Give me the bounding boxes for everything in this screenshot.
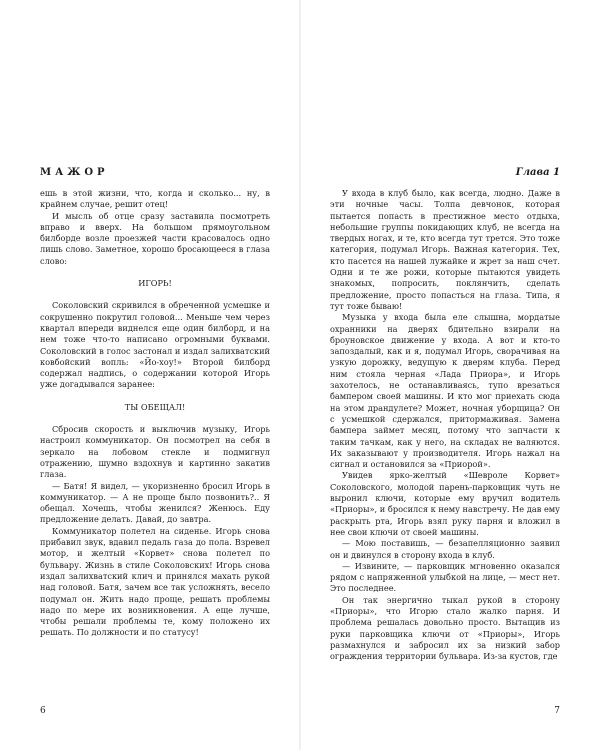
- billboard-word: ИГОРЬ!: [138, 278, 172, 289]
- paragraph: Сбросив скорость и выключив музыку, Игорь настроил коммуникатор. Он посмотрел на себя в зеркало на лобовом стекле и подмигнул отражению, шумно вздохнув и картинно закатив глаза.: [40, 424, 270, 480]
- paragraph: ешь в этой жизни, что, когда и сколько... ну, в крайнем случае, решит отец!: [40, 188, 270, 210]
- paragraph: Коммуникатор полетел на сиденье. Игорь снова прибавил звук, вдавил педаль газа до пола. Взревел мотор, и желтый «Корвет» снова полетел по бульвару. Жизнь в стиле Соколовских! Игорь снова издал залихватский клич и принялся махать рукой над головой. Батя, зачем все так усложнять, весело подумал он. Жить надо проще, решать проблемы надо по мере их возникновения. А еще лучше, чтобы решали проблемы те, кому положено их решать. По должности и по статусу!: [40, 525, 270, 638]
- billboard-word: ТЫ ОБЕЩАЛ!: [124, 401, 186, 412]
- running-header-book-title: МАЖОР: [40, 167, 109, 178]
- page-number: 6: [40, 706, 46, 716]
- paragraph: Он так энергично тыкал рукой в сторону «Приоры», что Игорю стало жалко парня. И проблема решалась довольно просто. Вытащив из руки парковщика ключи от «Приоры», Игорь размахнулся и забросил их за низкий забор ограждения территории бульвара. Из-за кустов, где: [330, 594, 560, 662]
- text-column: [330, 188, 560, 662]
- paragraph: — Мою поставишь, — безапелляционно заявил он и двинулся в сторону входа в клуб.: [330, 538, 560, 560]
- paragraph: И мысль об отце сразу заставила посмотреть вправо и вверх. На большом прямоугольном билборде возле проезжей части красовалось одно лишь слово. Заметное, хорошо бросающееся в глаза слово:: [40, 210, 270, 266]
- text-column: [40, 188, 270, 639]
- running-header-chapter: Глава 1: [515, 167, 560, 178]
- page-number: 7: [554, 706, 560, 716]
- paragraph: — Батя! Я видел, — укоризненно бросил Игорь в коммуникатор. — А не проще было позвонить?.. Я обещал. Хочешь, чтобы женился? Женюсь. Еду предложение делать. Давай, до завтра.: [40, 480, 270, 525]
- paragraph: — Извините, — парковщик мгновенно оказался рядом с напряженной улыбкой на лице, — мест нет. Это последнее.: [330, 560, 560, 594]
- paragraph: У входа в клуб было, как всегда, людно. Даже в эти ночные часы. Толпа девчонок, которая пытается попасть в престижное место отдыха, небольшие группы покидающих клуб, не всегда на твердых ногах, и те, кто всегда тут трется. Это тоже категория, подумал Игорь. Важная категория. Тех, кто пасется на нашей лужайке и жрет за наш счет. Одни и те же рожи, которые пытаются увидеть знакомых, попросить, поклянчить, сделать предложение, просто попасться на глаза. Типа, я тут тоже бываю!: [330, 188, 560, 311]
- paragraph: Музыка у входа была еле слышна, мордатые охранники на дверях бдительно взирали на броуновское движение у входа. А вот и кто-то запоздалый, как и я, подумал Игорь, сворачивая на узкую дорожку, ведущую к дверям клуба. Перед ним стояла черная «Лада Приора», и Игорь захотелось, не останавливаясь, тупо врезаться бампером своей машины. И кто мог приехать сюда на этом драндулете? Может, ночная уборщица? Он с усмешкой сдержался, притормаживая. Замена бампера займет месяц, потому что запчасти к таким тачкам, как у него, на складах не валяются. Их заказывают у производителя. Игорь нажал на сигнал и остановился за «Приорой».: [330, 312, 560, 470]
- right-page: [300, 0, 600, 750]
- paragraph: Увидев ярко-желтый «Шевроле Корвет» Соколовского, молодой парень-парковщик чуть не выронил ключи, которые ему вручил водитель «Приоры», и бросился к нему навстречу. Не дав ему раскрыть рта, Игорь взял руку парня и вложил в нее свои ключи от своей машины.: [330, 470, 560, 537]
- paragraph: Соколовский скривился в обреченной усмешке и сокрушенно покрутил головой... Меньше чем через квартал впереди виднелся еще один билборд, и на нем тоже что-то написано огромными буквами. Соколовский в голос застонал и издал залихватский ковбойский вопль: «Йо-хоу!» Второй билборд содержал надпись, о содержании которой Игорь уже догадывался заранее:: [40, 300, 270, 390]
